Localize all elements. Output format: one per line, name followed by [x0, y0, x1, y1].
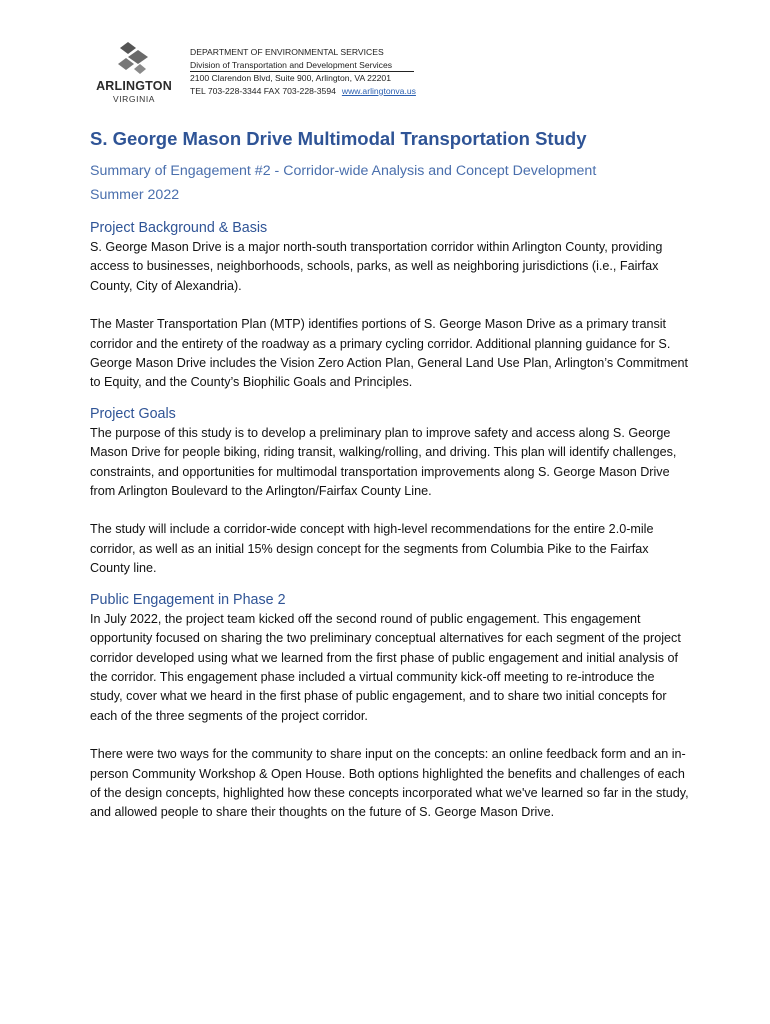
document-subtitle	[90, 159, 690, 207]
section-heading-engagement: Public Engagement in Phase 2	[90, 591, 286, 608]
logo-subtitle: VIRGINIA	[112, 94, 156, 104]
section-heading-goals: Project Goals	[90, 405, 176, 422]
section-heading-background: Project Background & Basis	[90, 220, 268, 236]
phone-fax: TEL 703-228-3344 FAX 703-228-3594	[190, 85, 336, 96]
department-info	[190, 46, 416, 97]
website-link[interactable]: www.arlingtonva.us	[341, 85, 416, 96]
paragraph-background-1: S. George Mason Drive is a major north-south transportation corridor within Arlington County, providing access to businesses, neighborhoods, schools, parks, as well as neighboring jurisdictions (i.e., Fairfax County, City of Alexandria).	[90, 240, 663, 293]
document-date: Summer 2022	[90, 187, 180, 203]
document-title: S. George Mason Drive Multimodal Transportation Study	[90, 128, 587, 149]
letterhead	[92, 42, 752, 106]
department-name: DEPARTMENT OF ENVIRONMENTAL SERVICES	[190, 47, 384, 57]
arlington-logo-icon	[114, 42, 154, 78]
paragraph-engagement-2: There were two ways for the community to share input on the concepts: an online feedback form and an in-person Community Workshop & Open House. Both options highlighted the benefits and challenges of each of the design concepts, highlighted how these concepts incorporated what we've learned so far in the study, and allowed people to share their thoughts on the future of S. George Mason Drive.	[90, 747, 689, 820]
logo-name: ARLINGTON	[96, 79, 172, 93]
division-name: Division of Transportation and Development Services	[190, 59, 414, 73]
paragraph-background-2: The Master Transportation Plan (MTP) identifies portions of S. George Mason Drive as a primary transit corridor and the entirety of the roadway as a primary cycling corridor. Additional planning guidance for S. George Mason Drive includes the Vision Zero Action Plan, General Land Use Plan, Arlington’s Commitment to Equity, and the County’s Biophilic Goals and Principles.	[90, 317, 689, 390]
paragraph-engagement-1: In July 2022, the project team kicked off the second round of public engagement. This engagement opportunity focused on sharing the two preliminary conceptual alternatives for each segment of the project corridor developed using what we learned from the first phase of public engagement and initial analysis of the corridor. This engagement phase included a virtual community kick-off meeting to re-introduce the study, cover what we heard in the first phase of public engagement, and to share two initial concepts for each of the three segments of the project corridor.	[90, 611, 681, 723]
paragraph-goals-1: The purpose of this study is to develop a preliminary plan to improve safety and access along S. George Mason Drive for people biking, riding transit, walking/rolling, and driving. This plan will identify challenges, constraints, and opportunities for multimodal transportation improvements along S. George Mason Drive from Arlington Boulevard to the Arlington/Fairfax County Line.	[90, 425, 677, 499]
engagement-summary-line: Summary of Engagement #2 - Corridor-wide Analysis and Concept Development	[90, 163, 597, 179]
paragraph-goals-2: The study will include a corridor-wide concept with high-level recommendations for the entire 2.0-mile corridor, as well as an initial 15% design concept for the segments from Columbia Pike to the Fairfax County line.	[90, 522, 654, 576]
document-body	[90, 128, 690, 823]
address: 2100 Clarendon Blvd, Suite 900, Arlington, VA 22201	[190, 73, 391, 84]
arlington-logo	[92, 42, 182, 106]
